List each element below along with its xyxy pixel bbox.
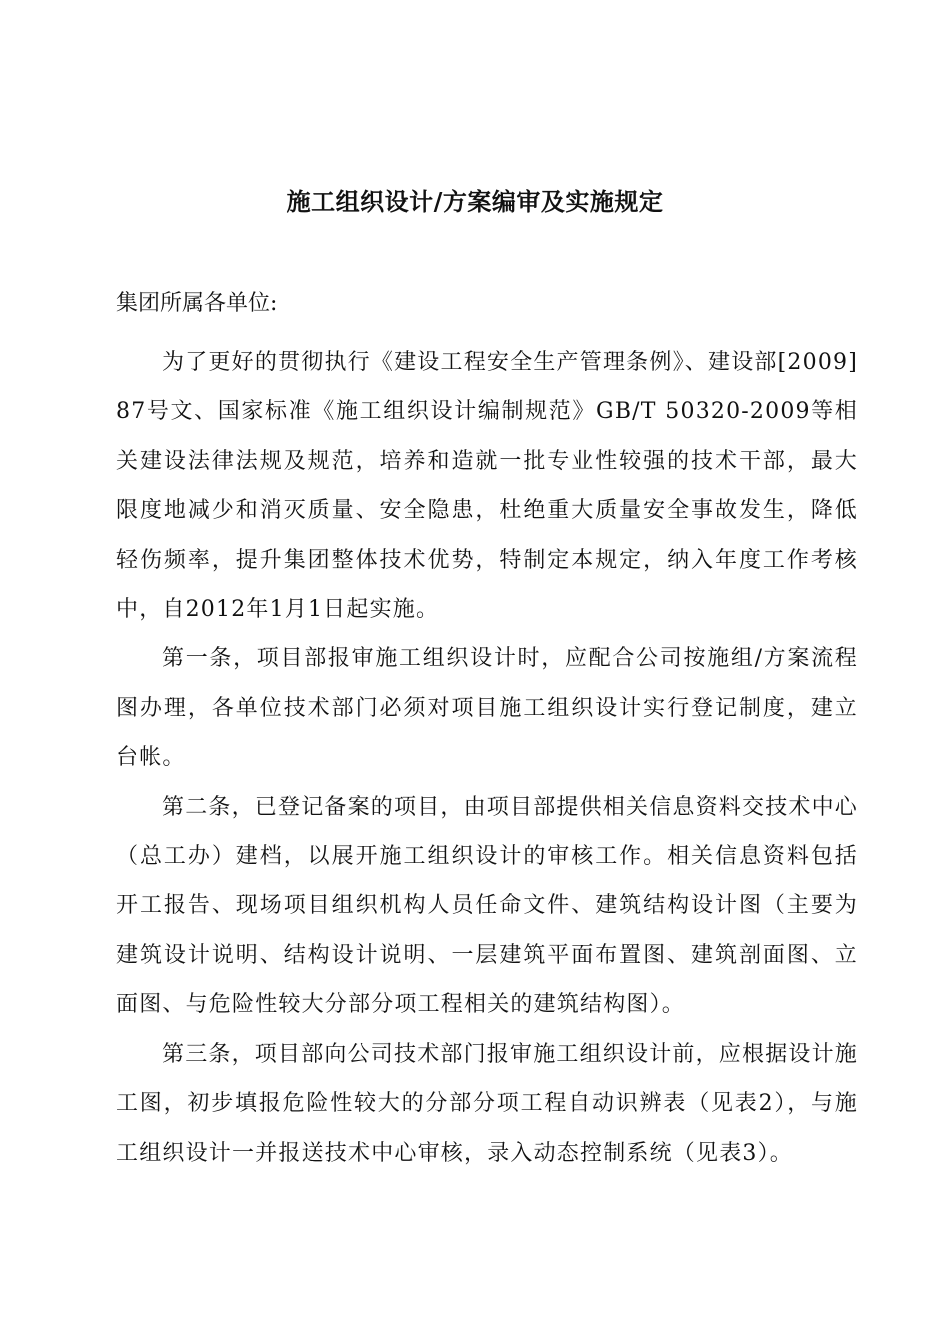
document-body bbox=[116, 338, 858, 1178]
paragraph-intro: 为了更好的贯彻执行《建设工程安全生产管理条例》、建设部[2009]87号文、国家标准《施工组织设计编制规范》GB/T 50320-2009等相关建设法律法规及规范，培养和造就一批专业性较强的技术干部，最大限度地减少和消灭质量、安全隐患，杜绝重大质量安全事故发生，降低轻伤频率，提升集团整体技术优势，特制定本规定，纳入年度工作考核中，自2012年1月1日起实施。 bbox=[116, 350, 858, 623]
paragraph-article-1: 第一条，项目部报审施工组织设计时，应配合公司按施组/方案流程图办理，各单位技术部门必须对项目施工组织设计实行登记制度，建立台帐。 bbox=[116, 646, 858, 771]
paragraph-article-2: 第二条，已登记备案的项目，由项目部提供相关信息资料交技术中心（总工办）建档，以展开施工组织设计的审核工作。相关信息资料包括开工报告、现场项目组织机构人员任命文件、建筑结构设计图（主要为建筑设计说明、结构设计说明、一层建筑平面布置图、建筑剖面图、立面图、与危险性较大分部分项工程相关的建筑结构图）。 bbox=[116, 794, 859, 1018]
salutation: 集团所属各单位: bbox=[116, 291, 278, 316]
document-title: 施工组织设计/方案编审及实施规定 bbox=[286, 187, 664, 216]
paragraph-article-3: 第三条，项目部向公司技术部门报审施工组织设计前，应根据设计施工图，初步填报危险性较大的分部分项工程自动识辨表（见表2），与施工组织设计一并报送技术中心审核，录入动态控制系统（见表3）。 bbox=[116, 1041, 859, 1166]
